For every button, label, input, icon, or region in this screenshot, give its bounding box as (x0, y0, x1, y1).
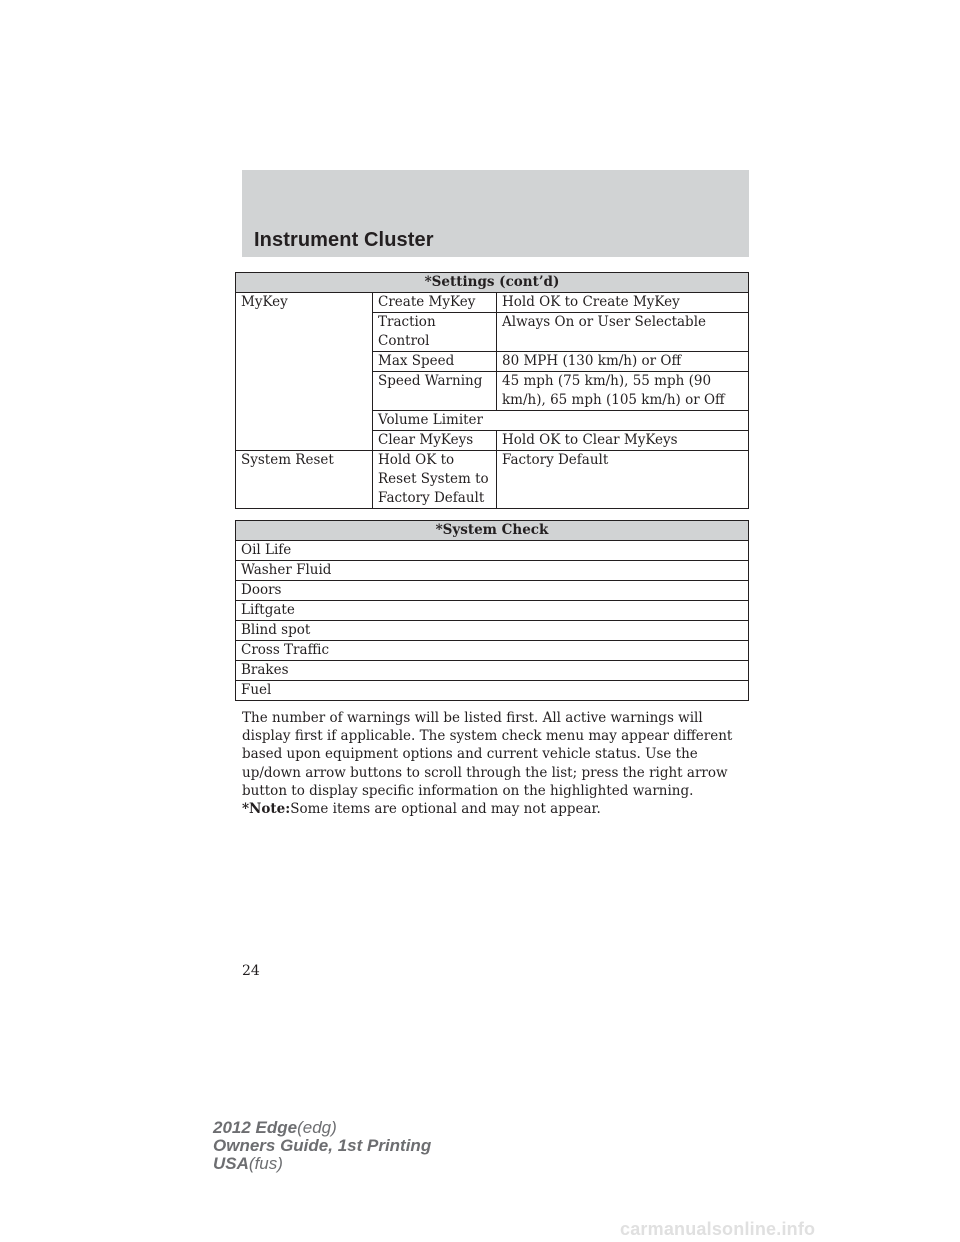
system-check-table (235, 520, 749, 701)
system-check-table-title: *System Check (236, 521, 749, 541)
table-cell: Max Speed (373, 352, 497, 372)
note-label: *Note: (242, 801, 291, 817)
table-header-row (236, 273, 749, 293)
table-row (236, 661, 749, 681)
table-cell: Traction Control (373, 313, 497, 352)
page-number: 24 (242, 963, 260, 979)
list-item: Cross Traffic (236, 641, 749, 661)
table-row (236, 411, 749, 431)
footer-model: 2012 Edge (213, 1118, 298, 1137)
table-cell: 80 MPH (130 km/h) or Off (497, 352, 749, 372)
list-item: Doors (236, 581, 749, 601)
table-row (236, 581, 749, 601)
table-row (236, 451, 749, 509)
note-paragraph (242, 800, 601, 818)
table-cell-empty (236, 313, 373, 352)
table-cell: Volume Limiter (373, 411, 749, 431)
body-paragraph: The number of warnings will be listed first. All active warnings will display first if applicable. The system check menu may appear different based upon equipment options and current vehicle status. Use the up/down arrow buttons to scroll through the list; press the right arrow button to display specific information on the highlighted warning. (242, 710, 733, 799)
table-row (236, 561, 749, 581)
note-text: Some items are optional and may not appear. (290, 801, 601, 817)
table-row (236, 621, 749, 641)
list-item: Fuel (236, 681, 749, 701)
settings-table-title: *Settings (cont’d) (236, 273, 749, 293)
mykey-label: MyKey (236, 293, 373, 313)
table-cell-empty (236, 431, 373, 451)
footer-market-code: (fus) (248, 1154, 283, 1173)
list-item: Blind spot (236, 621, 749, 641)
table-cell: Create MyKey (373, 293, 497, 313)
footer-edition: Owners Guide, 1st Printing (213, 1136, 432, 1155)
table-row (236, 293, 749, 313)
table-cell: Hold OK to Reset System to Factory Default (373, 451, 497, 509)
table-row (236, 352, 749, 372)
table-header-row (236, 521, 749, 541)
watermark: carmanualsonline.info (620, 1219, 816, 1239)
list-item: Washer Fluid (236, 561, 749, 581)
table-row (236, 372, 749, 411)
table-row (236, 431, 749, 451)
table-row (236, 541, 749, 561)
table-cell: Always On or User Selectable (497, 313, 749, 352)
table-cell: Clear MyKeys (373, 431, 497, 451)
table-cell: Speed Warning (373, 372, 497, 411)
table-cell-empty (236, 372, 373, 411)
section-title: Instrument Cluster (254, 229, 434, 251)
system-reset-label: System Reset (236, 451, 373, 509)
table-row (236, 601, 749, 621)
list-item: Oil Life (236, 541, 749, 561)
table-cell: Factory Default (497, 451, 749, 509)
print-footer (213, 1119, 431, 1173)
footer-market: USA (213, 1154, 249, 1173)
table-row (236, 313, 749, 352)
table-cell-empty (236, 352, 373, 372)
table-cell: 45 mph (75 km/h), 55 mph (90 km/h), 65 mph (105 km/h) or Off (497, 372, 749, 411)
table-cell: Hold OK to Create MyKey (497, 293, 749, 313)
footer-model-code: (edg) (297, 1118, 337, 1137)
table-cell-empty (236, 411, 373, 431)
list-item: Brakes (236, 661, 749, 681)
settings-table (235, 272, 749, 509)
table-row (236, 681, 749, 701)
table-row (236, 641, 749, 661)
list-item: Liftgate (236, 601, 749, 621)
table-cell: Hold OK to Clear MyKeys (497, 431, 749, 451)
